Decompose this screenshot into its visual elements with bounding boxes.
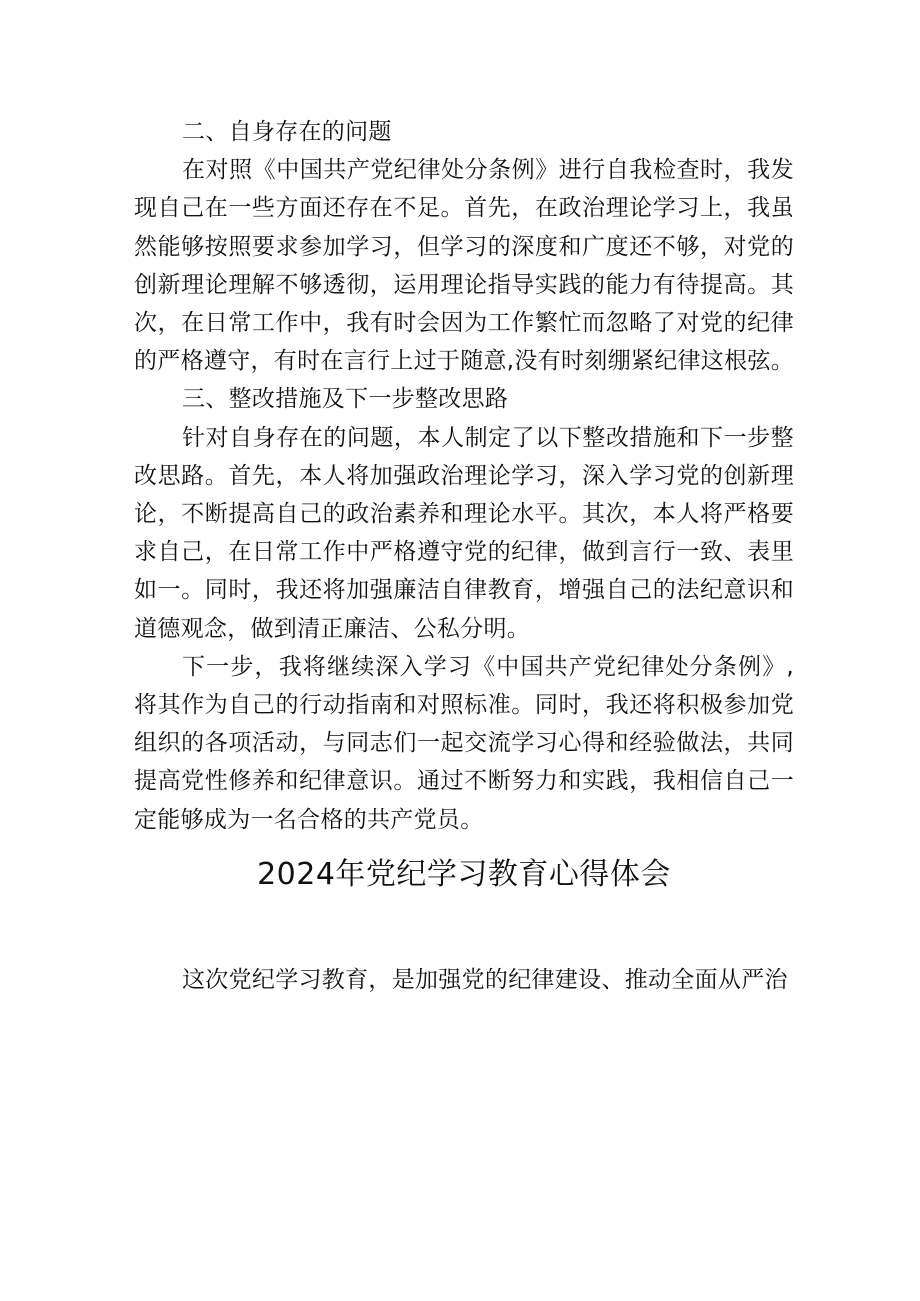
section-heading-problems: 二、自身存在的问题 bbox=[182, 119, 392, 145]
document-title: 2024年党纪学习教育心得体会 bbox=[257, 856, 671, 892]
paragraph-opening-line: 这次党纪学习教育，是加强党的纪律建设、推动全面从严治 bbox=[182, 966, 788, 993]
section-heading-rectification: 三、整改措施及下一步整改思路 bbox=[182, 386, 509, 413]
paragraph-next-steps: 下一步，我将继续深入学习《中国共产党纪律处分条例》,将其作为自己的行动指南和对照标准。同时，我还将积极参加党组织的各项活动，与同志们一起交流学习心得和经验做法，共同提高党性修养和纪律意识。通过不断努力和实践，我相信自己一定能够成为一名合格的共产党员。 bbox=[134, 653, 794, 833]
paragraph-rectification-measures: 针对自身存在的问题，本人制定了以下整改措施和下一步整改思路。首先，本人将加强政治理论学习，深入学习党的创新理论，不断提高自己的政治素养和理论水平。其次，本人将严格要求自己，在日常工作中严格遵守党的纪律，做到言行一致、表里如一。同时，我还将加强廉洁自律教育，增强自己的法纪意识和道德观念，做到清正廉洁、公私分明。 bbox=[134, 424, 794, 642]
paragraph-problems: 在对照《中国共产党纪律处分条例》进行自我检查时，我发现自己在一些方面还存在不足。首先，在政治理论学习上，我虽然能够按照要求参加学习，但学习的深度和广度还不够，对党的创新理论理解不够透彻，运用理论指导实践的能力有待提高。其次，在日常工作中，我有时会因为工作繁忙而忽略了对党的纪律的严格遵守，有时在言行上过于随意,没有时刻绷紧纪律这根弦。 bbox=[134, 157, 795, 375]
document-content bbox=[134, 113, 794, 999]
